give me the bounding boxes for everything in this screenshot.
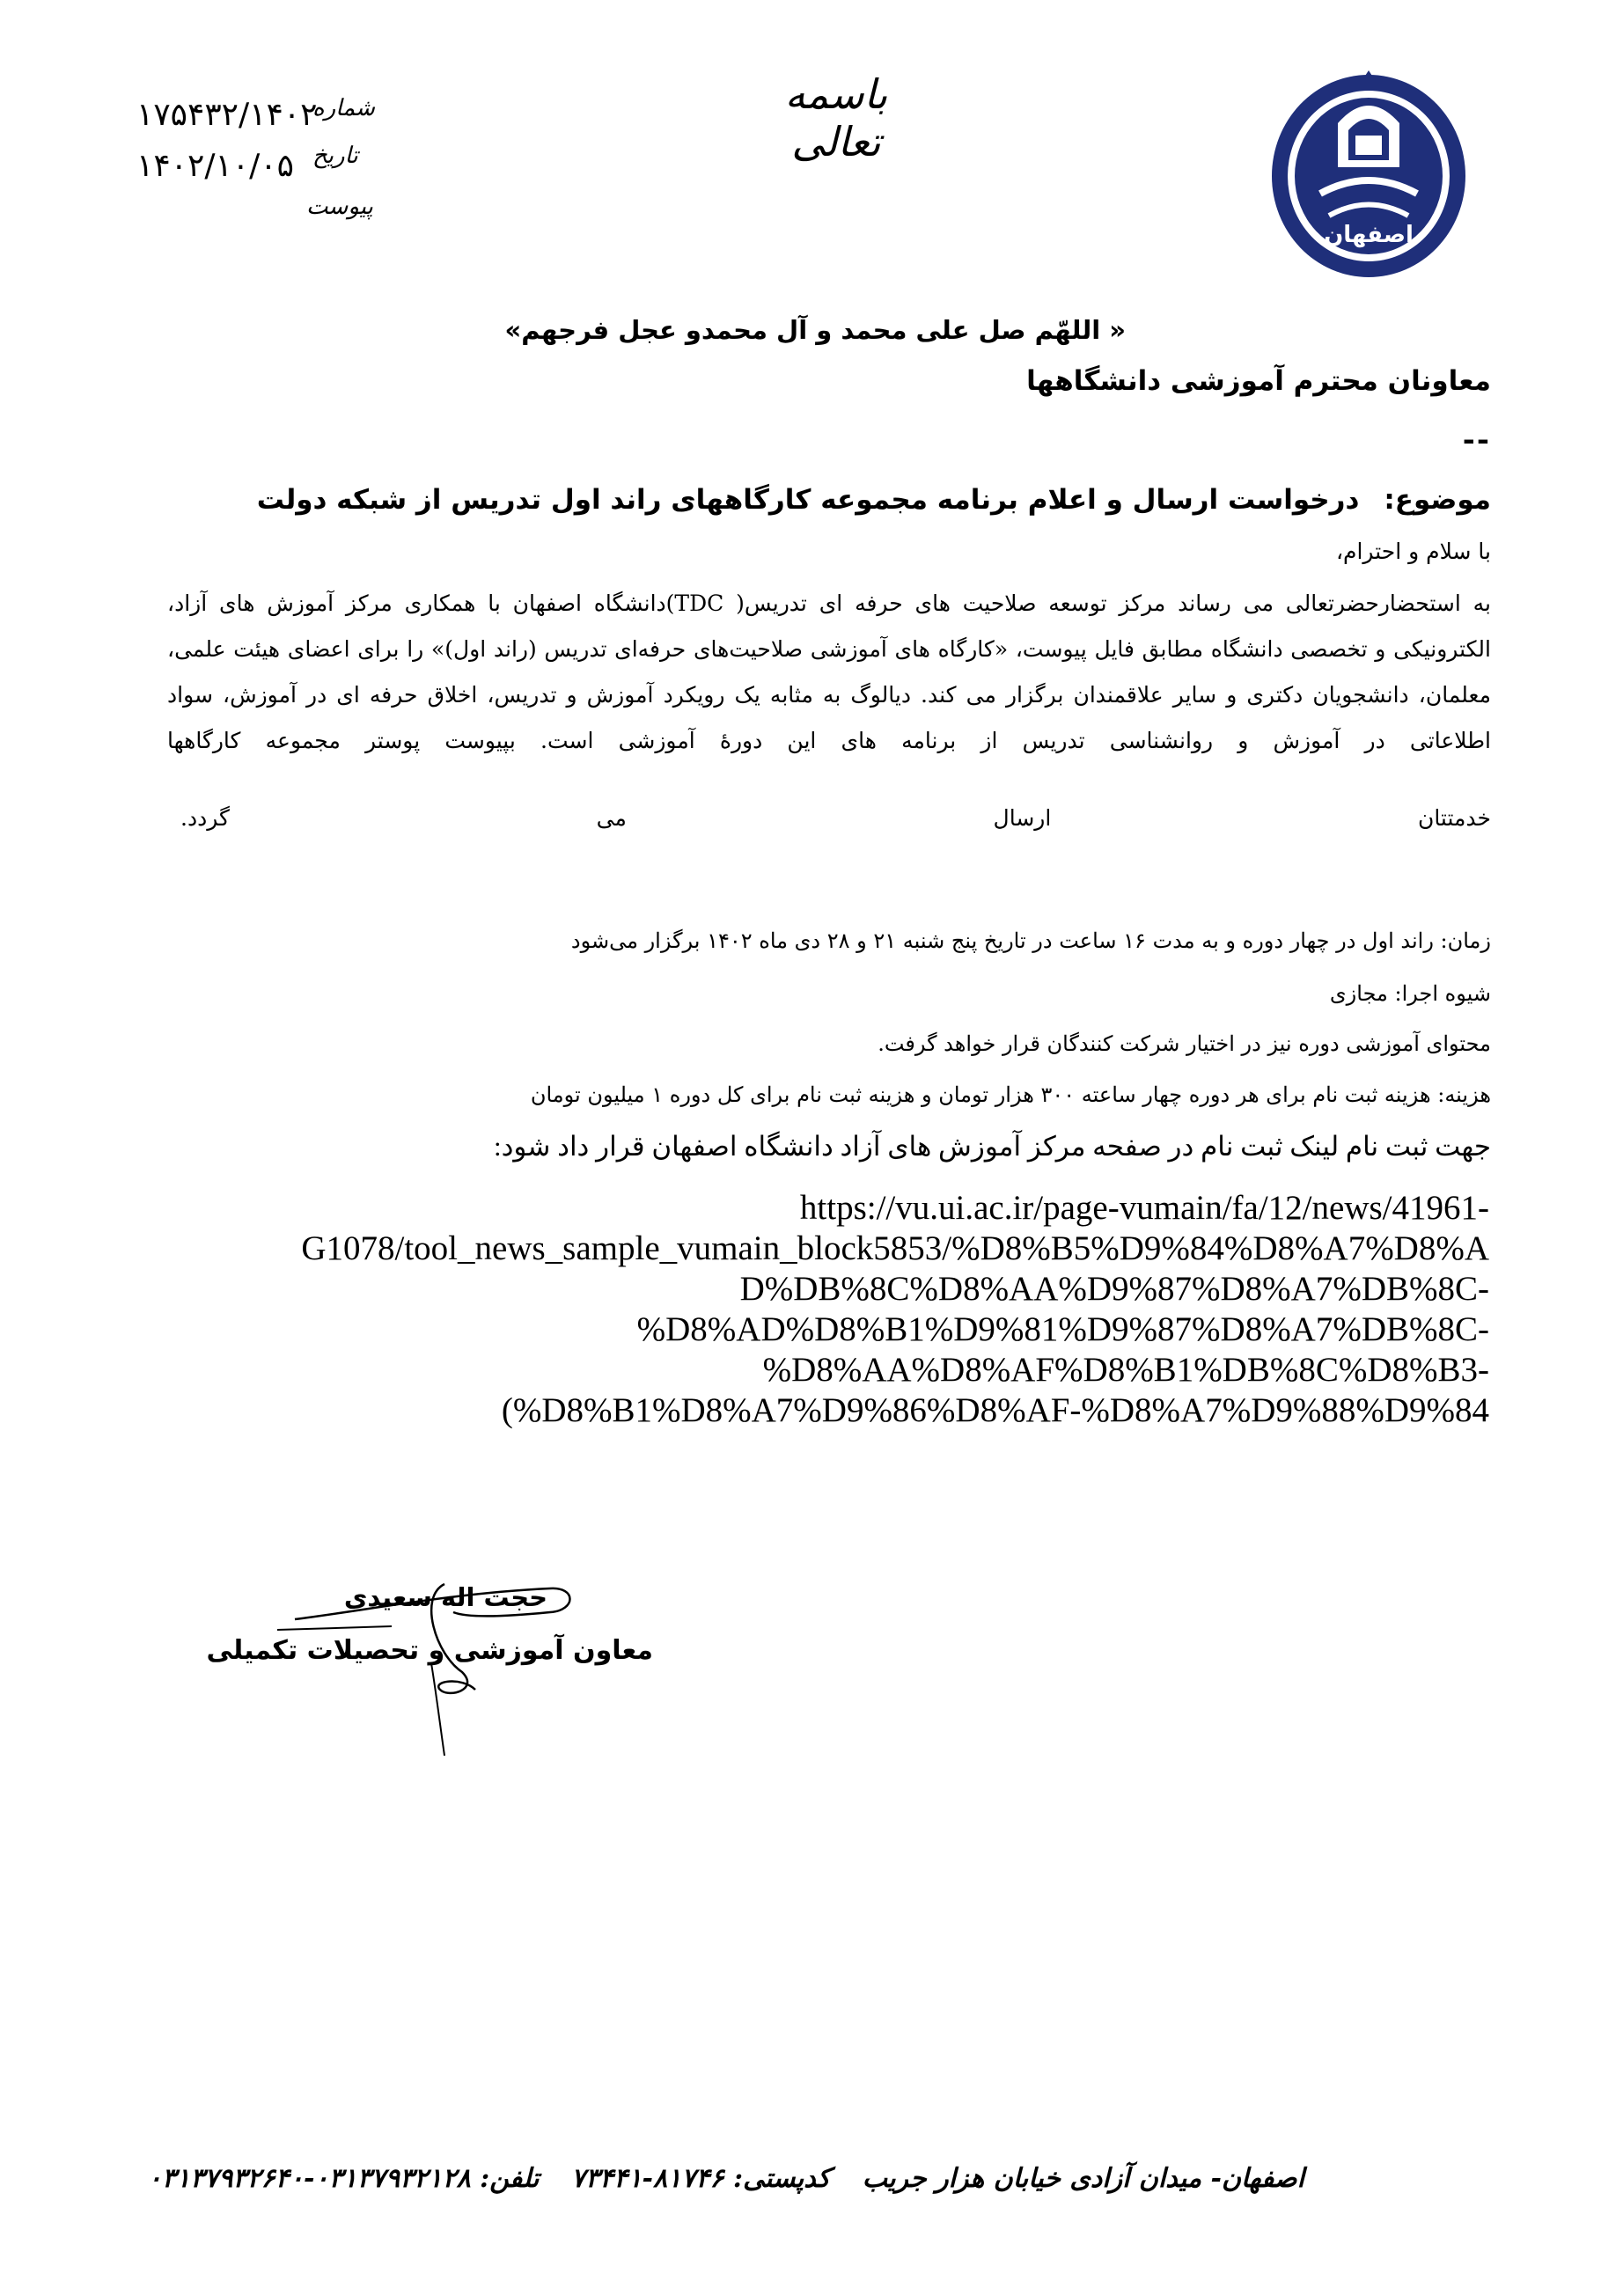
registration-link[interactable] bbox=[81, 1188, 1489, 1431]
university-logo bbox=[1267, 62, 1470, 282]
intro-paragraph: به استحضارحضرتعالی می رساند مرکز توسعه صلاحیت های حرفه ای تدریس( TDC)دانشگاه اصفهان با همکاری مرکز آموزش های آزاد، الکترونیکی و تخصصی دانشگاه مطابق فایل پیوست، «کارگاه های آموزشی صلاحیت‌های حرفه‌ای تدریس (راند اول)» را برای اعضای هیئت علمی، معلمان، دانشجویان دکتری و سایر علاقمندان برگزار می کند. دیالوگ به مثابه یک رویکرد آموزش و تدریس، اخلاق حرفه ای در آموزش، سواد اطلاعاتی در آموزش و روانشناسی تدریس از برنامه های این دورۀ آموزشی است. بپیوست پوستر مجموعه کارگاهها bbox=[167, 591, 1491, 753]
addressee: معاونان محترم آموزشی دانشگاهها bbox=[1026, 365, 1491, 397]
signer-title: معاون آموزشی و تحصیلات تکمیلی bbox=[206, 1635, 653, 1666]
number-label: شماره bbox=[312, 95, 375, 121]
attachment-label: پیوست bbox=[306, 194, 373, 220]
date-label: تاریخ bbox=[312, 143, 358, 169]
logo-text: اصفهان bbox=[1324, 222, 1414, 248]
basmala: باسمه تعالی bbox=[784, 70, 888, 165]
footer-phone: تلفن: ۰۳۱۳۷۹۳۲۱۲۸-۰۳۱۳۷۹۳۲۶۴۰ bbox=[147, 2163, 540, 2194]
url-line[interactable]: %D8%AD%D8%B1%D9%81%D9%87%D8%A7%DB%8C- bbox=[636, 1310, 1489, 1348]
closing-line bbox=[180, 805, 1491, 831]
closing-word: گردد. bbox=[180, 805, 230, 831]
footer-contact bbox=[125, 2163, 1304, 2194]
subject-label: موضوع: bbox=[1384, 484, 1491, 516]
time-detail: زمان: راند اول در چهار دوره و به مدت ۱۶ ساعت در تاریخ پنج شنبه ۲۱ و ۲۸ دی ماه ۱۴۰۲ برگزار می‌شود bbox=[570, 928, 1491, 953]
closing-word: می bbox=[596, 805, 627, 831]
subject-text: درخواست ارسال و اعلام برنامه مجموعه کارگاههای راند اول تدریس از شبکه دولت bbox=[256, 484, 1360, 516]
footer-postal: کدپستی: ۸۱۷۴۶-۷۳۴۴۱ bbox=[570, 2163, 831, 2194]
url-line[interactable]: (%D8%B1%D8%A7%D9%86%D8%AF-%D8%A7%D9%88%D9%84 bbox=[501, 1391, 1489, 1429]
url-line[interactable]: D%DB%8C%D8%AA%D9%87%D8%A7%DB%8C- bbox=[739, 1270, 1489, 1308]
greeting: با سلام و احترام، bbox=[1335, 539, 1491, 564]
signer-name: حجت اله سعیدی bbox=[343, 1582, 547, 1612]
cost-detail: هزینه: هزینه ثبت نام برای هر دوره چهار ساعته ۳۰۰ هزار تومان و هزینه ثبت نام برای کل دوره ۱ میلیون تومان bbox=[530, 1082, 1491, 1107]
method-detail: شیوه اجرا: مجازی bbox=[1329, 981, 1491, 1006]
url-line[interactable]: %D8%AA%D8%AF%D8%B1%DB%8C%D8%B3- bbox=[762, 1351, 1489, 1389]
closing-word: ارسال bbox=[993, 805, 1052, 831]
letter-number: ۱۷۵۴۳۲/۱۴۰۲ bbox=[136, 97, 318, 133]
footer-address: اصفهان- میدان آزادی خیابان هزار جریب bbox=[862, 2163, 1304, 2194]
url-line[interactable]: G1078/tool_news_sample_vumain_block5853/%D8%B5%D9%84%D8%A7%D8%A bbox=[301, 1229, 1489, 1267]
subject-line bbox=[257, 484, 1491, 516]
content-detail: محتوای آموزشی دوره نیز در اختیار شرکت کنندگان قرار خواهد گرفت. bbox=[878, 1031, 1491, 1056]
separator: -- bbox=[1462, 422, 1491, 458]
closing-word: خدمتتان bbox=[1417, 805, 1491, 831]
letter-date: ۱۴۰۲/۱۰/۰۵ bbox=[136, 148, 294, 184]
salawat-line: « اللهّم صل علی محمد و آل محمدو عجل فرجهم» bbox=[504, 315, 1126, 345]
registration-note: جهت ثبت نام لینک ثبت نام در صفحه مرکز آموزش های آزاد دانشگاه اصفهان قرار داد شود: bbox=[493, 1131, 1491, 1162]
url-line[interactable]: https://vu.ui.ac.ir/page-vumain/fa/12/news/41961- bbox=[799, 1189, 1489, 1227]
